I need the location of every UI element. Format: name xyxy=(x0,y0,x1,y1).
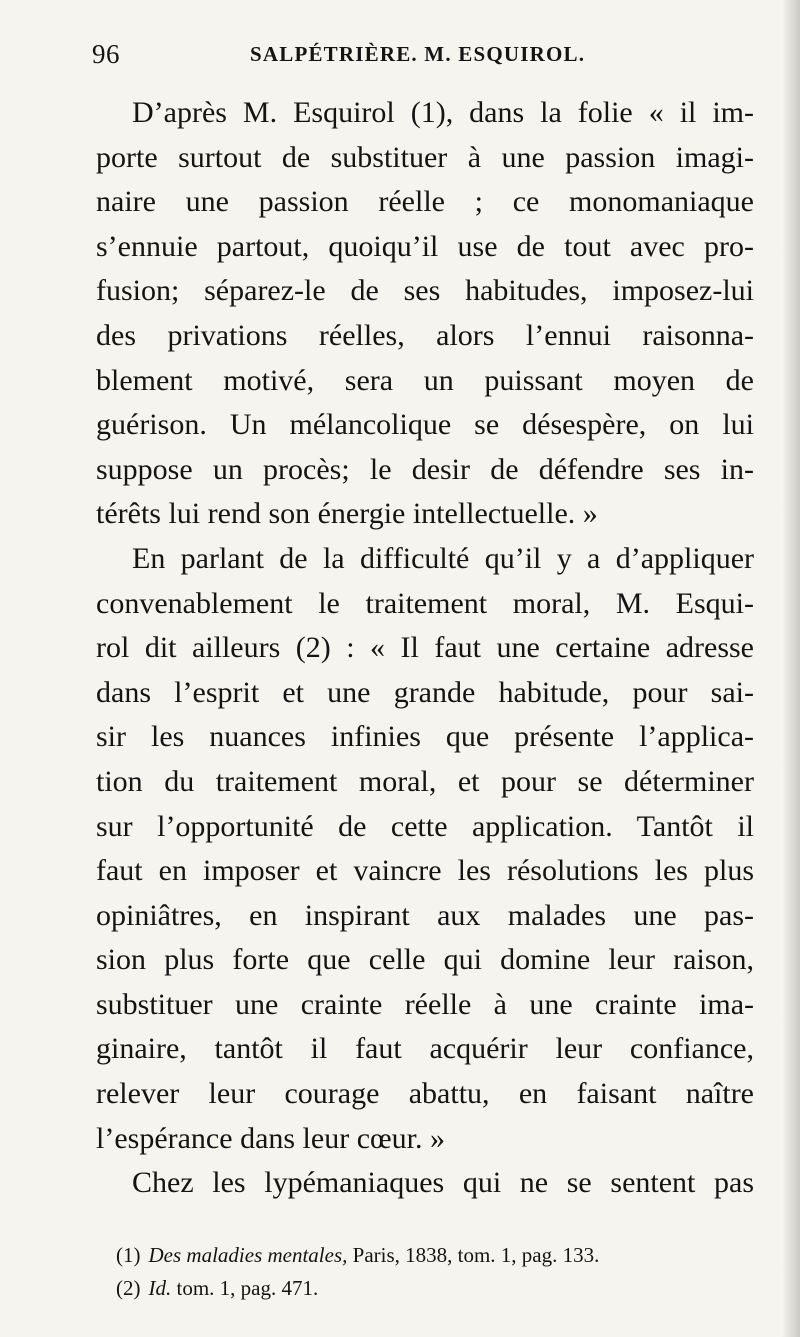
text-line: s’ennuie partout, quoiqu’il use de tout avec pro- xyxy=(96,229,754,263)
body-text xyxy=(96,91,754,1206)
text-line: l’espérance dans leur cœur. » xyxy=(96,1121,446,1155)
text-line: blement motivé, sera un puissant moyen de xyxy=(96,363,754,397)
text-line: substituer une crainte réelle à une crainte ima- xyxy=(96,987,754,1021)
text-line: dans l’esprit et une grande habitude, pour sai- xyxy=(96,675,754,709)
footnote-title: Id. xyxy=(148,1276,172,1300)
footnote xyxy=(116,1272,756,1305)
text-line: sir les nuances infinies que présente l’applica- xyxy=(96,720,754,754)
footnote-title: Des maladies mentales, xyxy=(148,1243,348,1267)
text-line: En parlant de la difficulté qu’il y a d’appliquer xyxy=(132,541,754,575)
text-line: des privations réelles, alors l’ennui raisonna- xyxy=(96,318,754,352)
text-line: relever leur courage abattu, en faisant naître xyxy=(96,1077,754,1111)
text-line: tion du traitement moral, et pour se déterminer xyxy=(96,764,754,798)
text-line: rol dit ailleurs (2) : « Il faut une certaine adresse xyxy=(96,631,754,665)
text-line: opiniâtres, en inspirant aux malades une pas- xyxy=(96,898,754,932)
text-line: guérison. Un mélancolique se désespère, on lui xyxy=(96,408,754,442)
text-line: fusion; séparez-le de ses habitudes, imposez-lui xyxy=(96,274,754,308)
running-head: SALPÉTRIÈRE. M. ESQUIROL. xyxy=(250,42,586,66)
text-line: faut en imposer et vaincre les résolutions les plus xyxy=(96,854,754,888)
text-line: Chez les lypémaniaques qui ne se sentent pas xyxy=(132,1166,754,1200)
text-line: D’après M. Esquirol (1), dans la folie « il im- xyxy=(132,96,754,129)
footnote-reference: Paris, 1838, tom. 1, pag. 133. xyxy=(347,1243,600,1267)
text-line: naire une passion réelle ; ce monomaniaque xyxy=(96,185,754,219)
footnote xyxy=(116,1239,756,1272)
text-line: térêts lui rend son énergie intellectuelle. » xyxy=(96,497,598,531)
page-header xyxy=(92,34,752,74)
text-line: sur l’opportunité de cette application. Tantôt il xyxy=(96,809,754,843)
text-line: convenablement le traitement moral, M. Esqui- xyxy=(96,586,754,620)
page-number: 96 xyxy=(92,39,120,69)
text-line: porte surtout de substituer à une passion imagi- xyxy=(96,140,754,174)
footnote-reference: tom. 1, pag. 471. xyxy=(171,1276,319,1300)
page-edge-shadow xyxy=(782,0,800,1337)
footnotes xyxy=(116,1239,756,1305)
footnote-mark: (2) xyxy=(116,1276,141,1300)
text-line: ginaire, tantôt il faut acquérir leur confiance, xyxy=(96,1032,754,1066)
footnote-mark: (1) xyxy=(116,1243,141,1267)
text-line: sion plus forte que celle qui domine leur raison, xyxy=(96,943,754,977)
text-line: suppose un procès; le desir de défendre ses in- xyxy=(96,452,754,486)
